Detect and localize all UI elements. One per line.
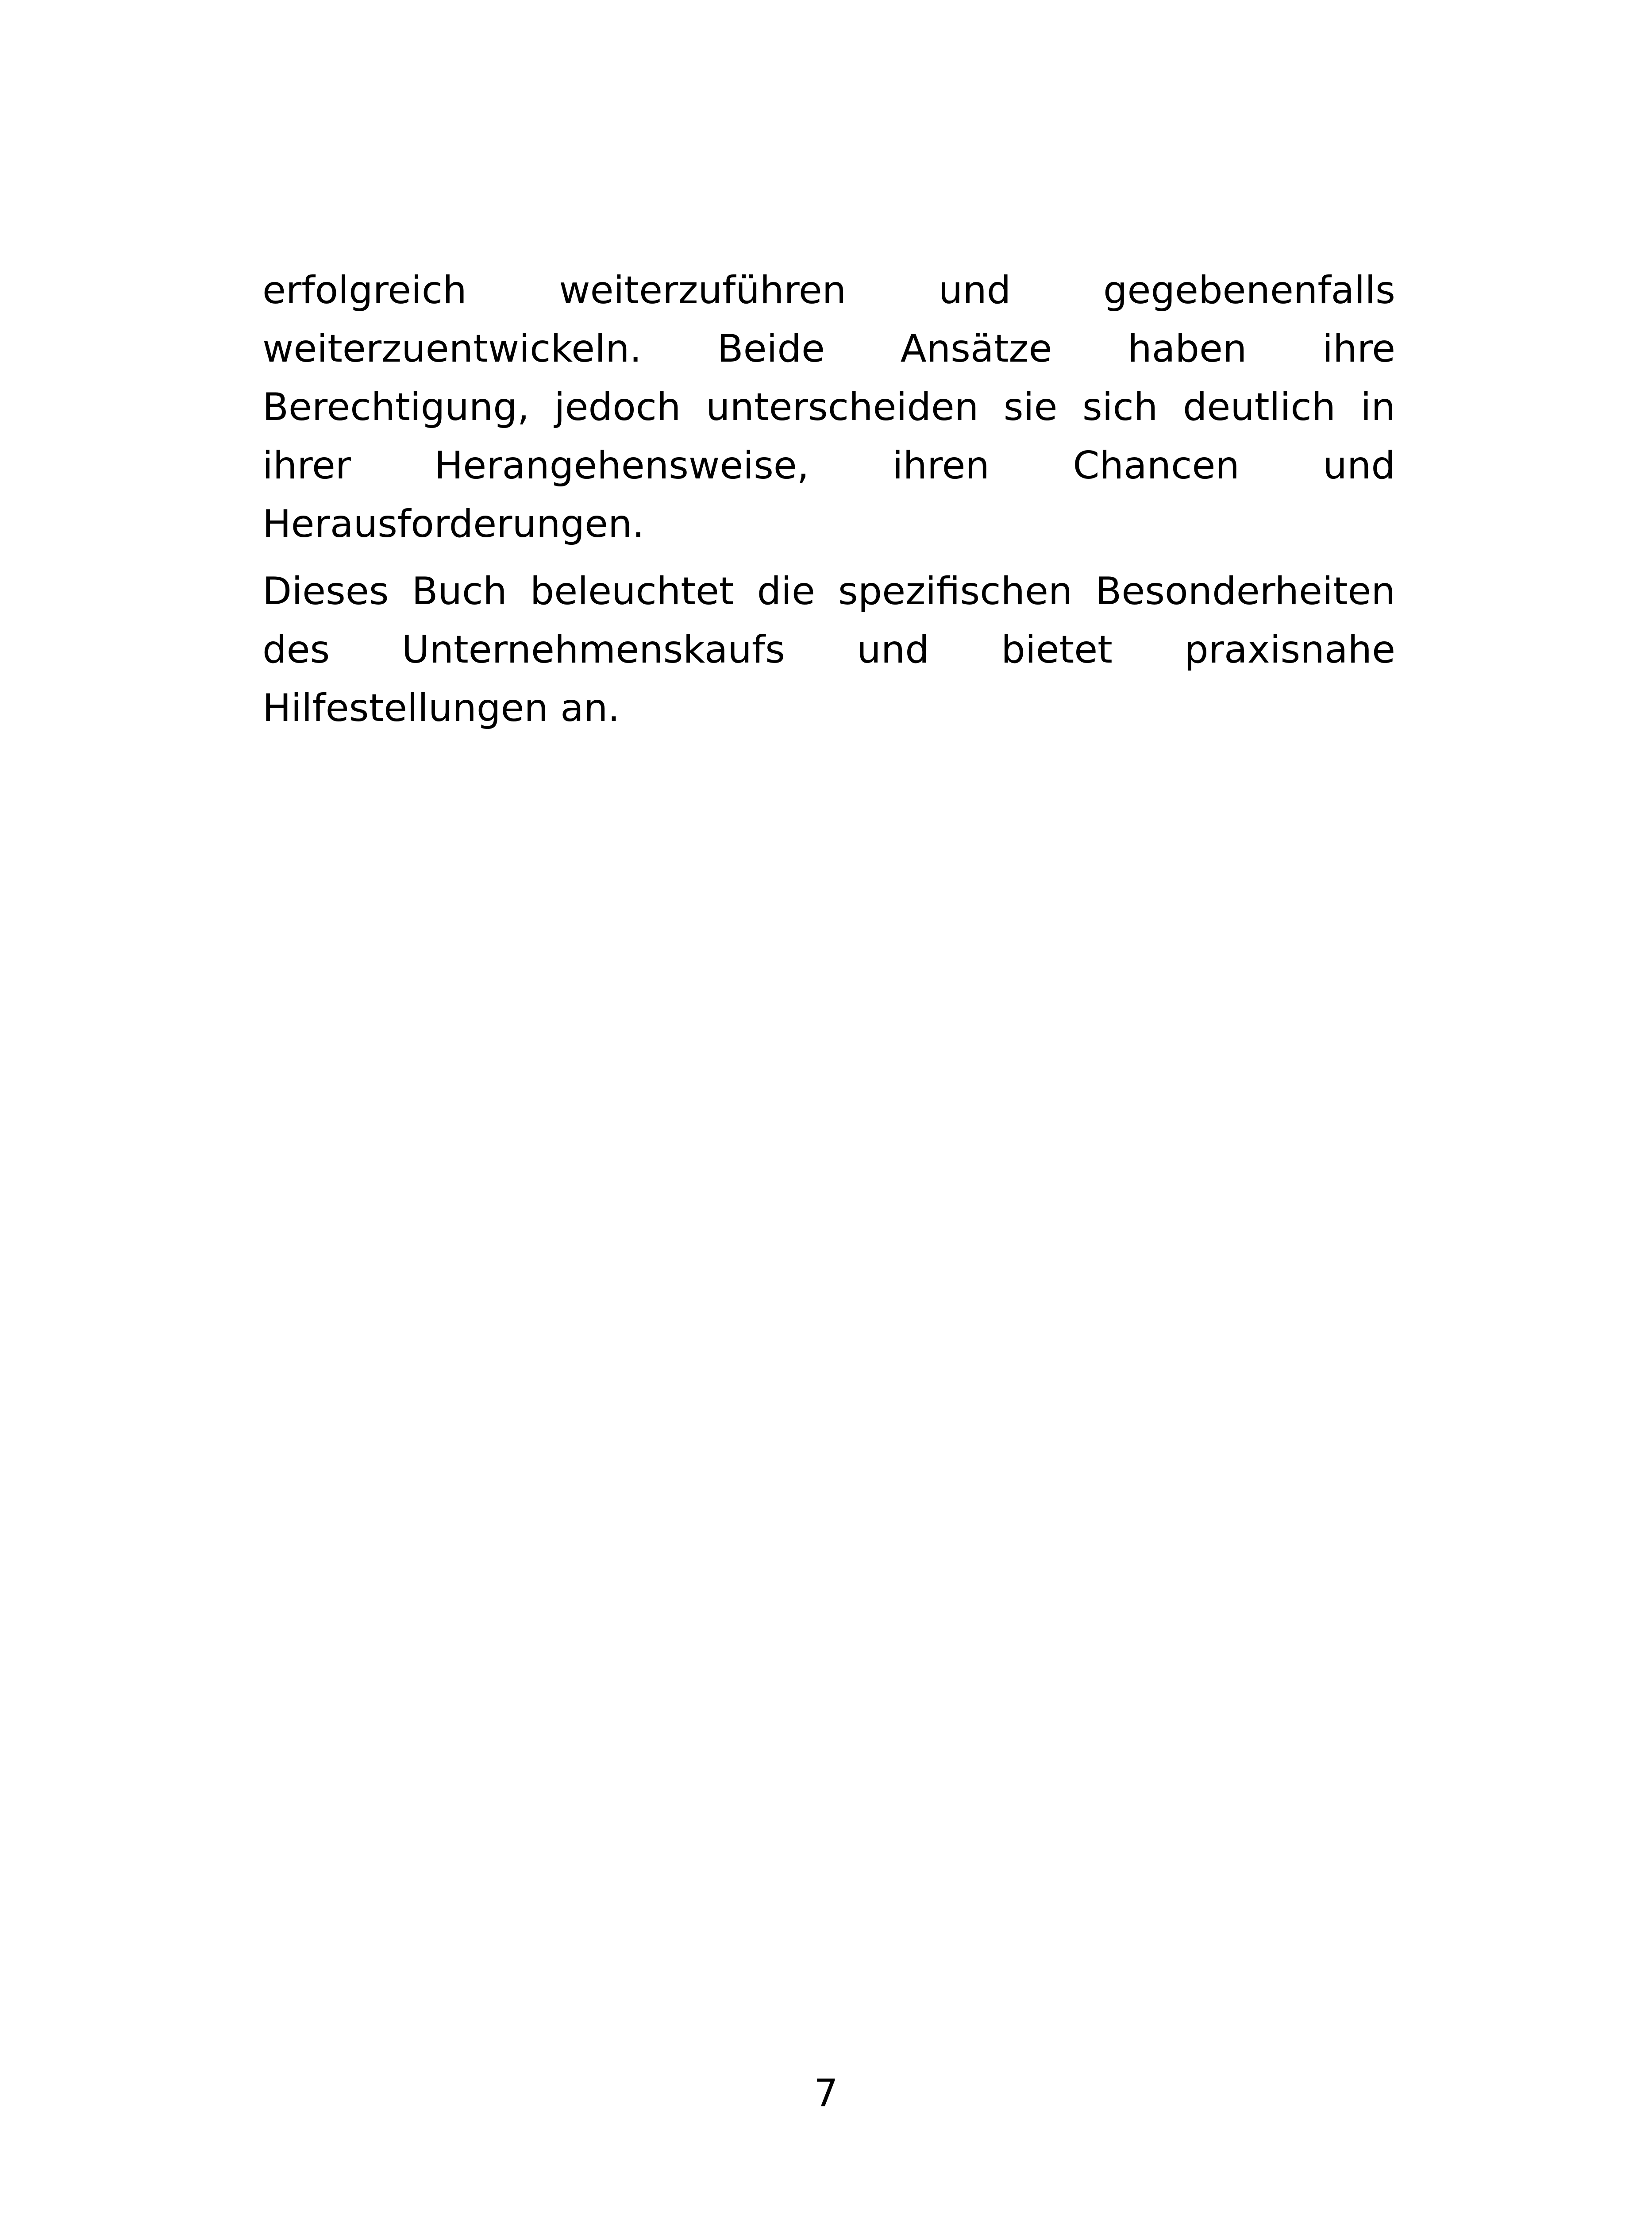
word: gegebenenfalls (1103, 268, 1395, 312)
word: Ansätze (900, 327, 1052, 371)
page-number: 7 (814, 2071, 838, 2116)
word: ihren (892, 443, 990, 488)
word: Herangehensweise, (434, 443, 809, 488)
word: deutlich (1182, 385, 1336, 429)
word: jedoch (554, 385, 681, 429)
word: ihre (1322, 327, 1395, 371)
paragraph-gap (262, 553, 1395, 562)
paragraph-1-line-1 (262, 261, 1395, 320)
word: weiterzuentwickeln. (262, 327, 642, 371)
paragraph-1-line-3 (262, 378, 1395, 436)
word: weiterzuführen (559, 268, 847, 312)
word: Herausforderungen. (262, 502, 644, 546)
word: ihrer (262, 443, 351, 488)
word: Unternehmenskaufs (401, 628, 785, 672)
paragraph-1-line-4 (262, 436, 1395, 495)
word: Berechtigung, (262, 385, 530, 429)
word: praxisnahe (1184, 628, 1395, 672)
word: Hilfestellungen an. (262, 686, 620, 730)
word: die (757, 569, 815, 613)
word: haben (1128, 327, 1247, 371)
word: und (1323, 443, 1395, 488)
word: des (262, 628, 330, 672)
word: und (938, 268, 1011, 312)
word: Buch (412, 569, 507, 613)
word: in (1360, 385, 1395, 429)
word: und (857, 628, 929, 672)
word: beleuchtet (530, 569, 734, 613)
paragraph-1-line-2 (262, 320, 1395, 378)
paragraph-1-line-5 (262, 495, 1395, 553)
word: Besonderheiten (1095, 569, 1395, 613)
word: Dieses (262, 569, 389, 613)
paragraph-2-line-3 (262, 679, 1395, 737)
word: erfolgreich (262, 268, 467, 312)
paragraph-2-line-1 (262, 562, 1395, 621)
body-text (262, 261, 1395, 737)
word: Chancen (1073, 443, 1240, 488)
word: sich (1082, 385, 1158, 429)
paragraph-2-line-2 (262, 621, 1395, 679)
word: bietet (1001, 628, 1113, 672)
word: spezifischen (838, 569, 1073, 613)
word: Beide (717, 327, 825, 371)
word: sie (1003, 385, 1058, 429)
word: unterscheiden (705, 385, 979, 429)
